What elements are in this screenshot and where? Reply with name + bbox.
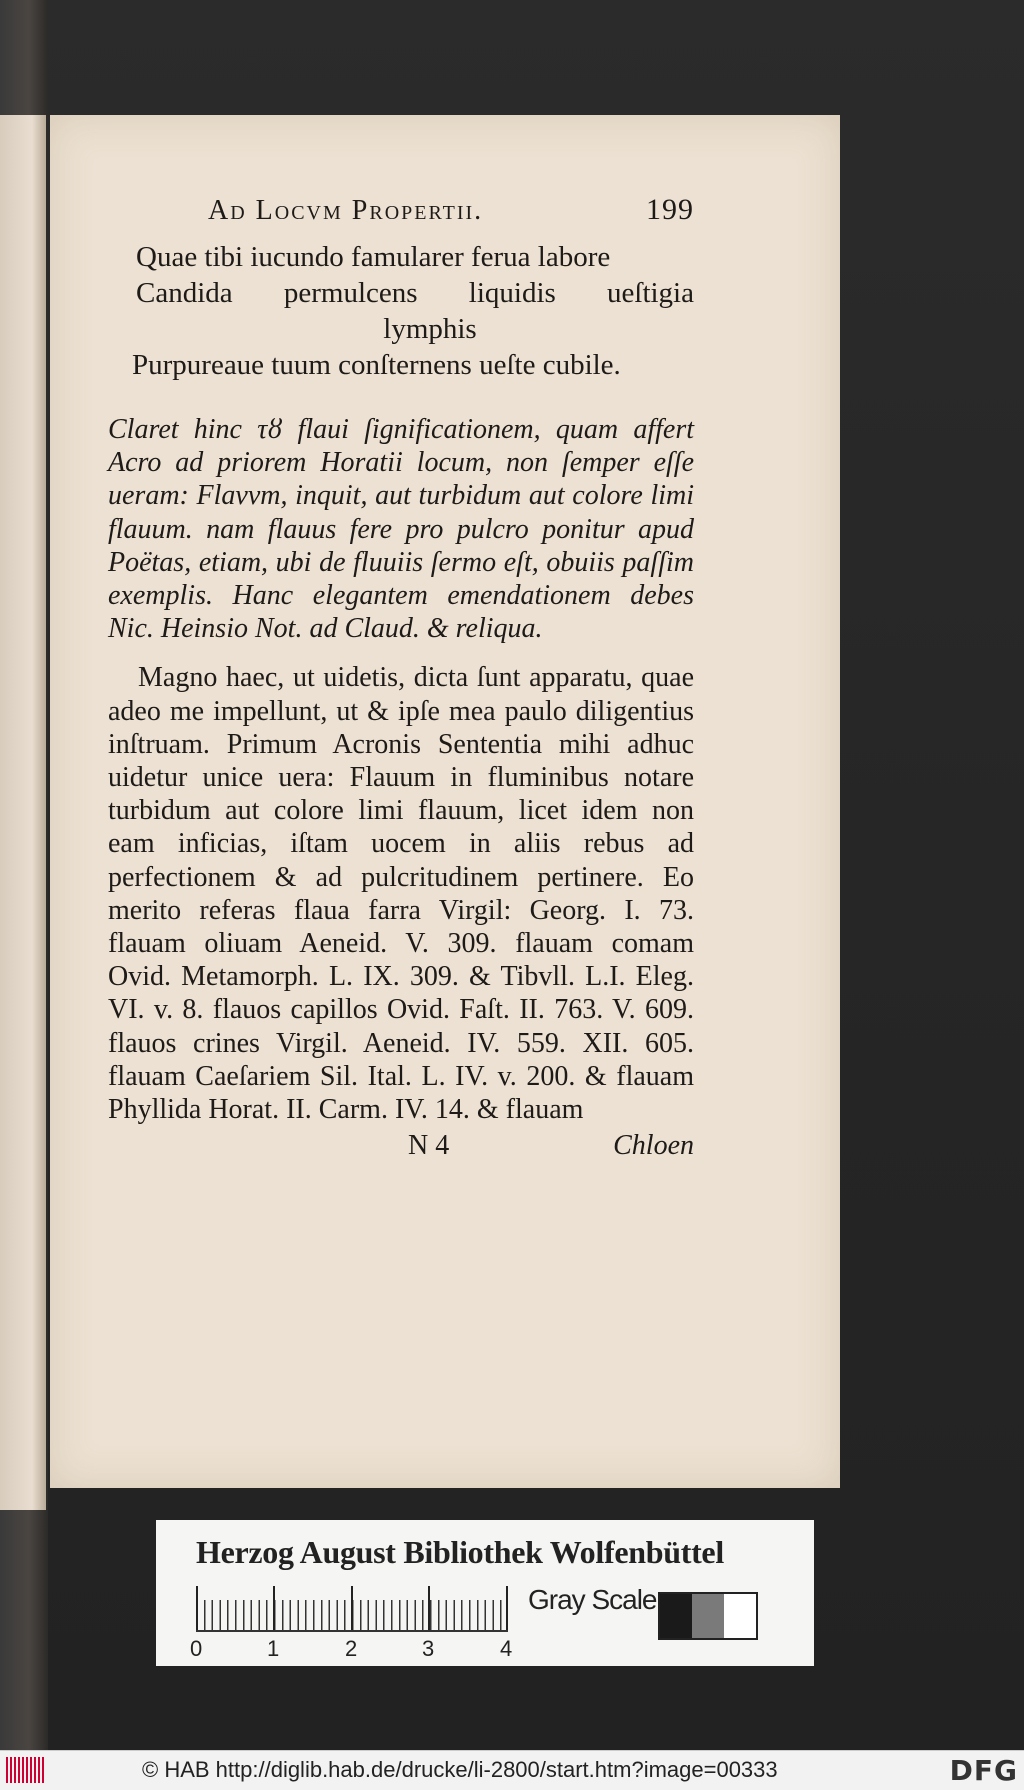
- ruler-number: 4: [500, 1636, 513, 1661]
- gray-swatch-white: [724, 1594, 756, 1638]
- gray-scale-bar: [658, 1592, 758, 1640]
- ruler-number: 0: [190, 1636, 203, 1661]
- verse-line: Purpureaue tuum conſternens ueſte cubile.: [132, 349, 621, 381]
- gray-swatch-black: [660, 1594, 692, 1638]
- verse-quote: [132, 239, 694, 383]
- color-scale-card: [156, 1520, 814, 1666]
- ruler-number: 1: [267, 1636, 280, 1661]
- running-head: [208, 193, 694, 239]
- dfg-logo: DFG: [949, 1754, 1018, 1787]
- page-footer-line: [408, 1130, 694, 1162]
- source-url[interactable]: © HAB http://diglib.hab.de/drucke/li-2800/start.htm?image=00333: [142, 1757, 778, 1782]
- hab-barcode-icon: [6, 1757, 46, 1783]
- running-head-title: Ad Locvm Propertii.: [208, 195, 484, 226]
- ruler-major-tick: [428, 1586, 430, 1630]
- ruler-major-tick: [506, 1586, 508, 1630]
- paragraph: Magno haec, ut uidetis, dicta ſunt apparatu, quae adeo me impellunt, ut & ipſe mea paulo diligentius inſtruam. Primum Acronis Sententia mihi adhuc uidetur unice uera: Flauum in fluminibus notare turbidum aut colore limi flauum, licet idem non eam inficias, iſtam uocem in aliis rebus ad perfectionem & ad pulcritudinem pertinere. Eo merito referas flaua farra Virgil: Georg. I. 73. flauam oliuam Aeneid. V. 309. flauam comam Ovid. Metamorph. L. IX. 309. & Tibvll. L.I. Eleg. VI. v. 8. flauos capillos Ovid. Faſt. II. 763. V. 609. flauos crines Virgil. Aeneid. IV. 559. XII. 605. flauam Caeſariem Sil. Ital. L. IV. v. 200. & flauam Phyllida Horat. II. Carm. IV. 14. & flauam: [108, 662, 694, 1126]
- gray-scale-label: Gray Scale: [528, 1584, 657, 1615]
- signature-mark: N 4: [408, 1130, 450, 1162]
- viewer-footer: [0, 1750, 1024, 1790]
- paragraph: Claret hinc τȣ flaui ſignificationem, quam affert Acro ad priorem Horatii locum, non ſemper eſſe ueram: Flavvm, inquit, aut turbidum aut colore limi flauum. nam flauus fere pro pulcro ponitur apud Poëtas, etiam, ubi de fluuiis ſermo eſt, obuiis paſſim exemplis. Hanc elegantem emendationem debes Nic. Heinsio Not. ad Claud. & reliqua.: [108, 414, 694, 645]
- gray-swatch-mid: [692, 1594, 724, 1638]
- catchword: Chloen: [613, 1130, 694, 1162]
- page-number: 199: [646, 193, 694, 226]
- verse-line: Candida permulcens liquidis ueſtigia: [136, 277, 694, 309]
- ruler-numbers: [190, 1636, 530, 1664]
- ruler-number: 3: [422, 1636, 435, 1661]
- library-name: Herzog August Bibliothek Wolfenbüttel: [196, 1534, 724, 1570]
- ruler-major-tick: [196, 1586, 198, 1630]
- ruler-major-tick: [351, 1586, 353, 1630]
- ruler-scale: [196, 1586, 508, 1632]
- page-text: [108, 193, 694, 1162]
- ruler-number: 2: [345, 1636, 358, 1661]
- verse-line: Quae tibi iucundo famularer ferua labore: [136, 241, 611, 273]
- ruler-major-tick: [273, 1586, 275, 1630]
- facing-page-edge: [0, 115, 46, 1510]
- verse-line: lymphis: [383, 313, 477, 345]
